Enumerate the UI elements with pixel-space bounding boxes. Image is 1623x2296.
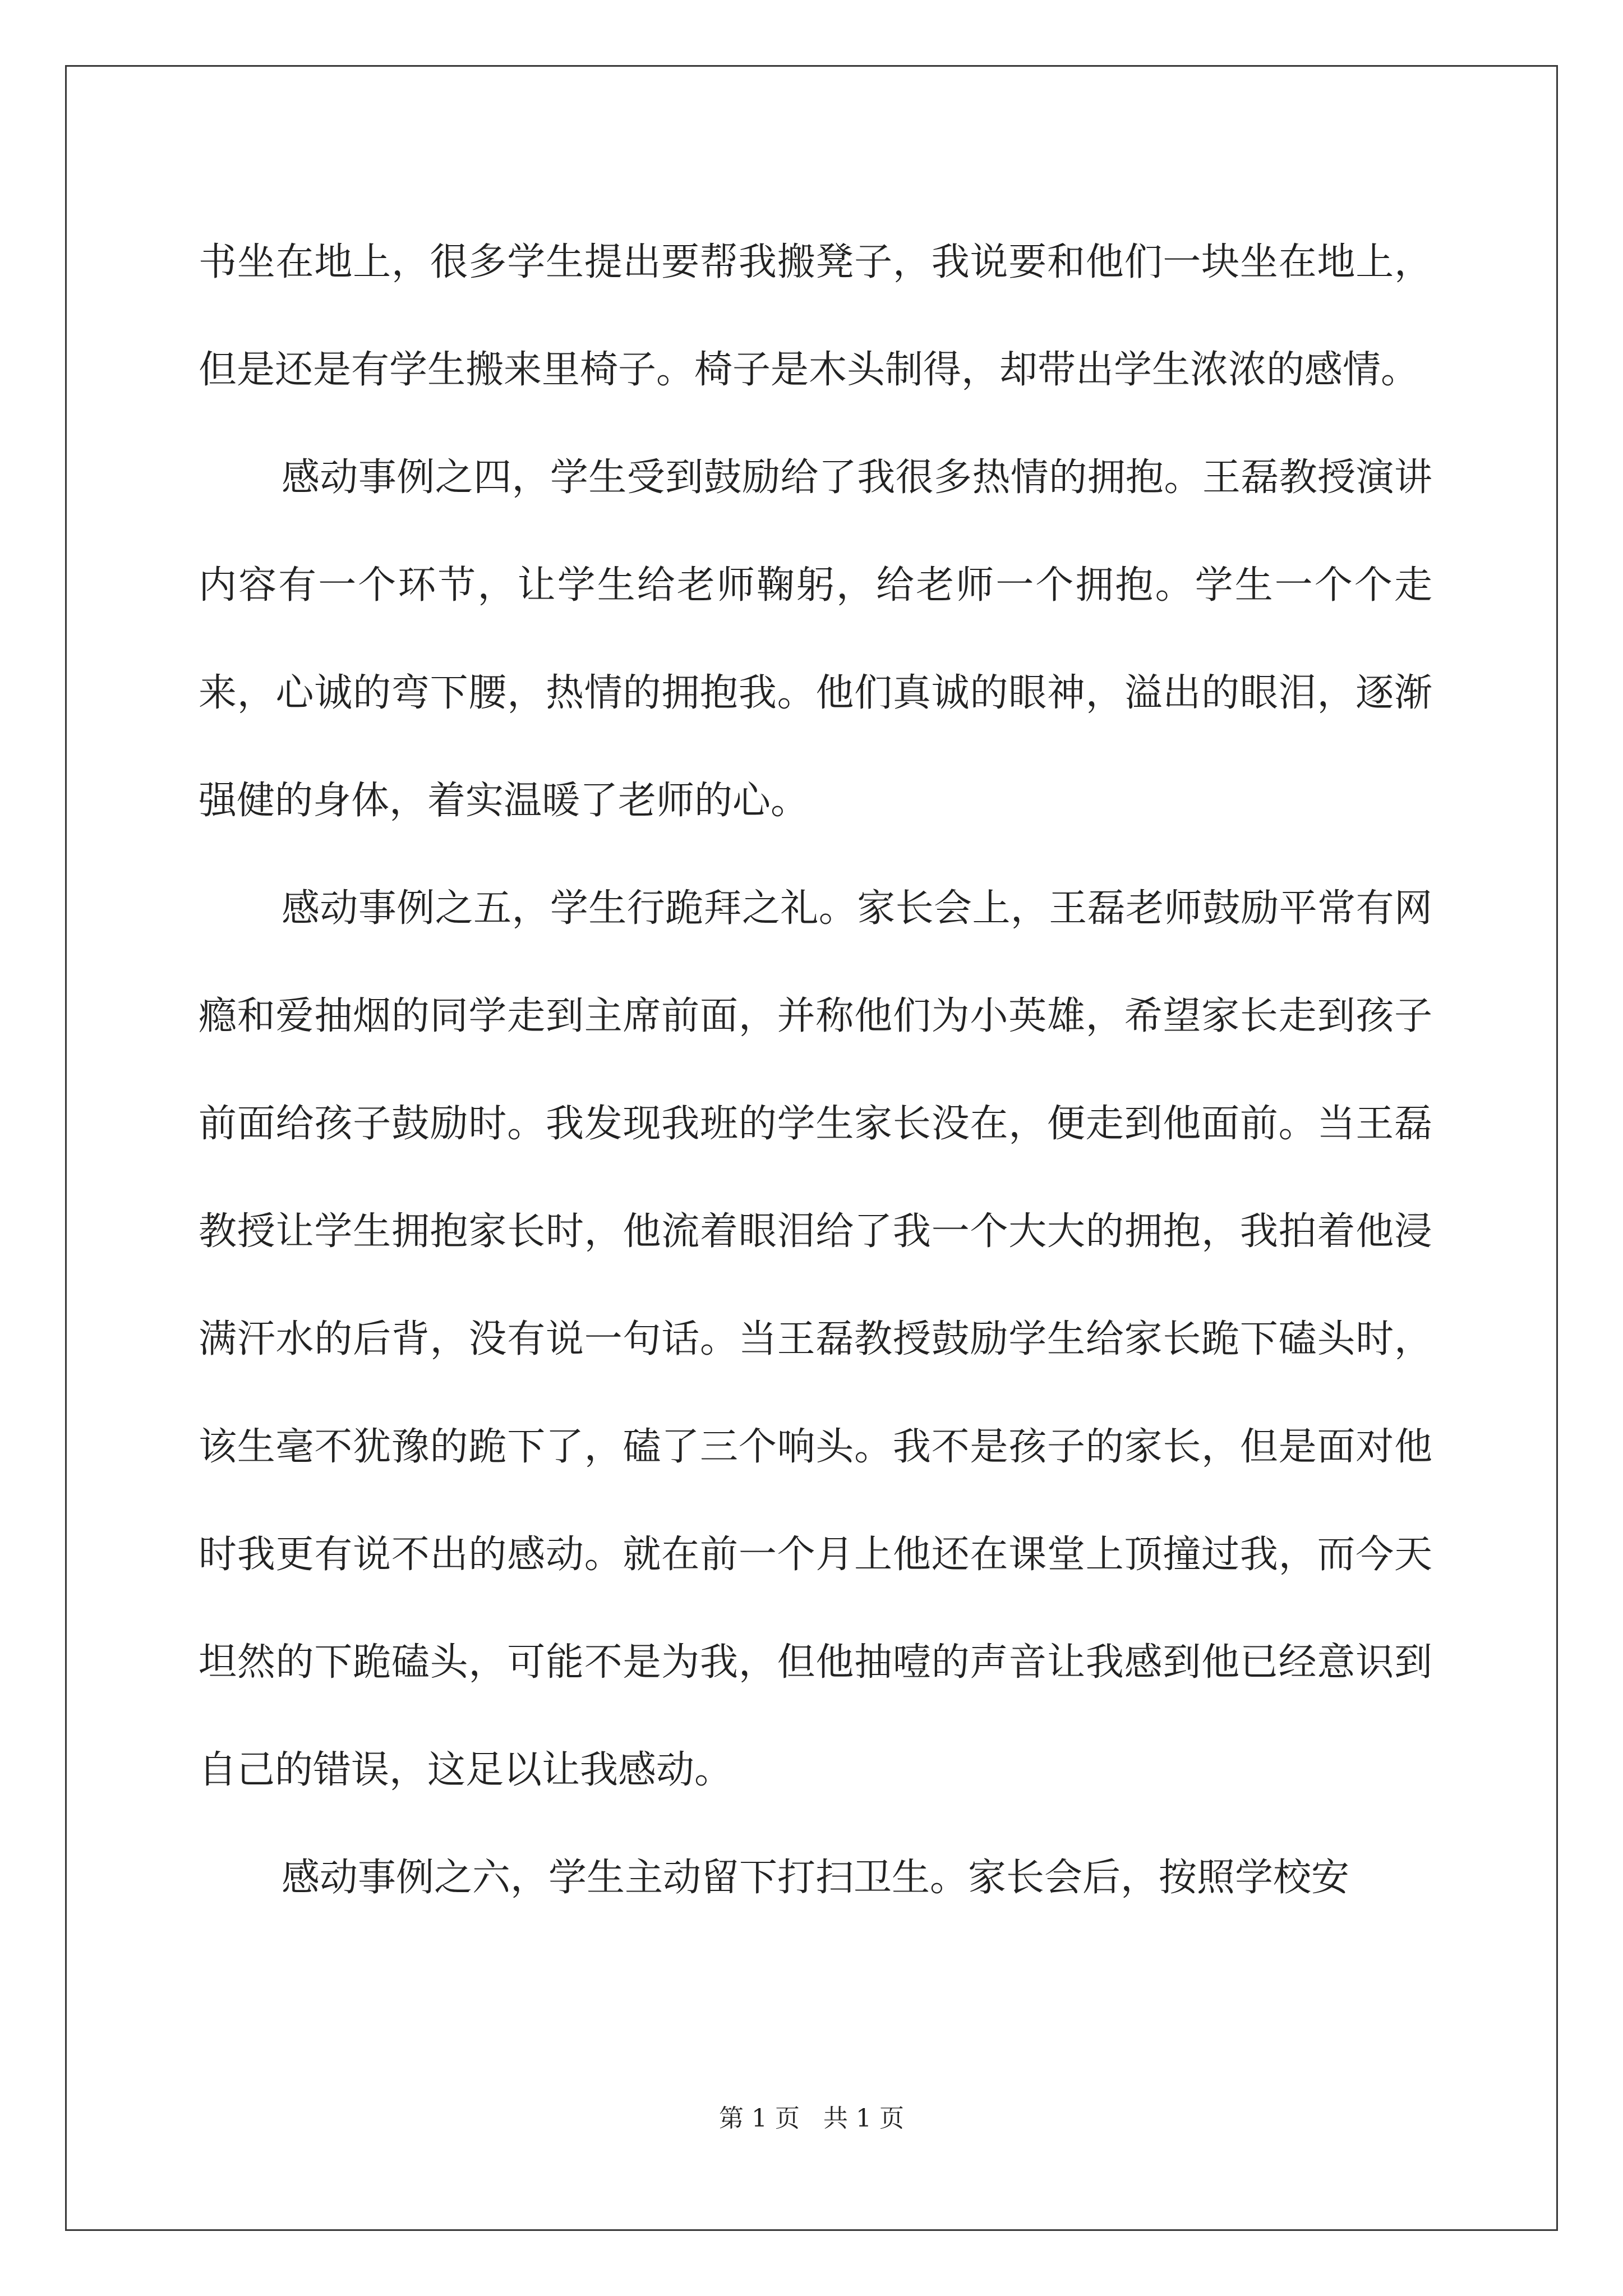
paragraph-continuation: 书坐在地上，很多学生提出要帮我搬凳子，我说要和他们一块坐在地上，但是还是有学生搬来里椅子。椅子是木头制得，却带出学生浓浓的感情。: [199, 240, 1432, 392]
paragraph-example-five: 感动事例之五，学生行跪拜之礼。家长会上，王磊老师鼓励平常有网瘾和爱抽烟的同学走到主席前面，并称他们为小英雄，希望家长走到孩子前面给孩子鼓励时。我发现我班的学生家长没在，便走到他面前。当王磊教授让学生拥抱家长时，他流着眼泪给了我一个大大的拥抱，我拍着他浸满汗水的后背，没有说一句话。当王磊教授鼓励学生给家长跪下磕头时，该生毫不犹豫的跪下了，磕了三个响头。我不是孩子的家长，但是面对他时我更有说不出的感动。就在前一个月上他还在课堂上顶撞过我，而今天坦然的下跪磕头，可能不是为我，但他抽噎的声音让我感到他已经意识到自己的错误，这足以让我感动。: [199, 886, 1432, 1792]
page-footer: 第 1 页 共 1 页: [719, 2104, 904, 2133]
paragraph-example-four: 感动事例之四，学生受到鼓励给了我很多热情的拥抱。王磊教授演讲内容有一个环节，让学生给老师鞠躬，给老师一个拥抱。学生一个个走来，心诚的弯下腰，热情的拥抱我。他们真诚的眼神，溢出的眼泪，逐渐强健的身体，着实温暖了老师的心。: [199, 455, 1432, 823]
paragraph-example-six: 感动事例之六，学生主动留下打扫卫生。家长会后，按照学校安: [282, 1856, 1350, 1900]
document-body: [199, 209, 1432, 1932]
